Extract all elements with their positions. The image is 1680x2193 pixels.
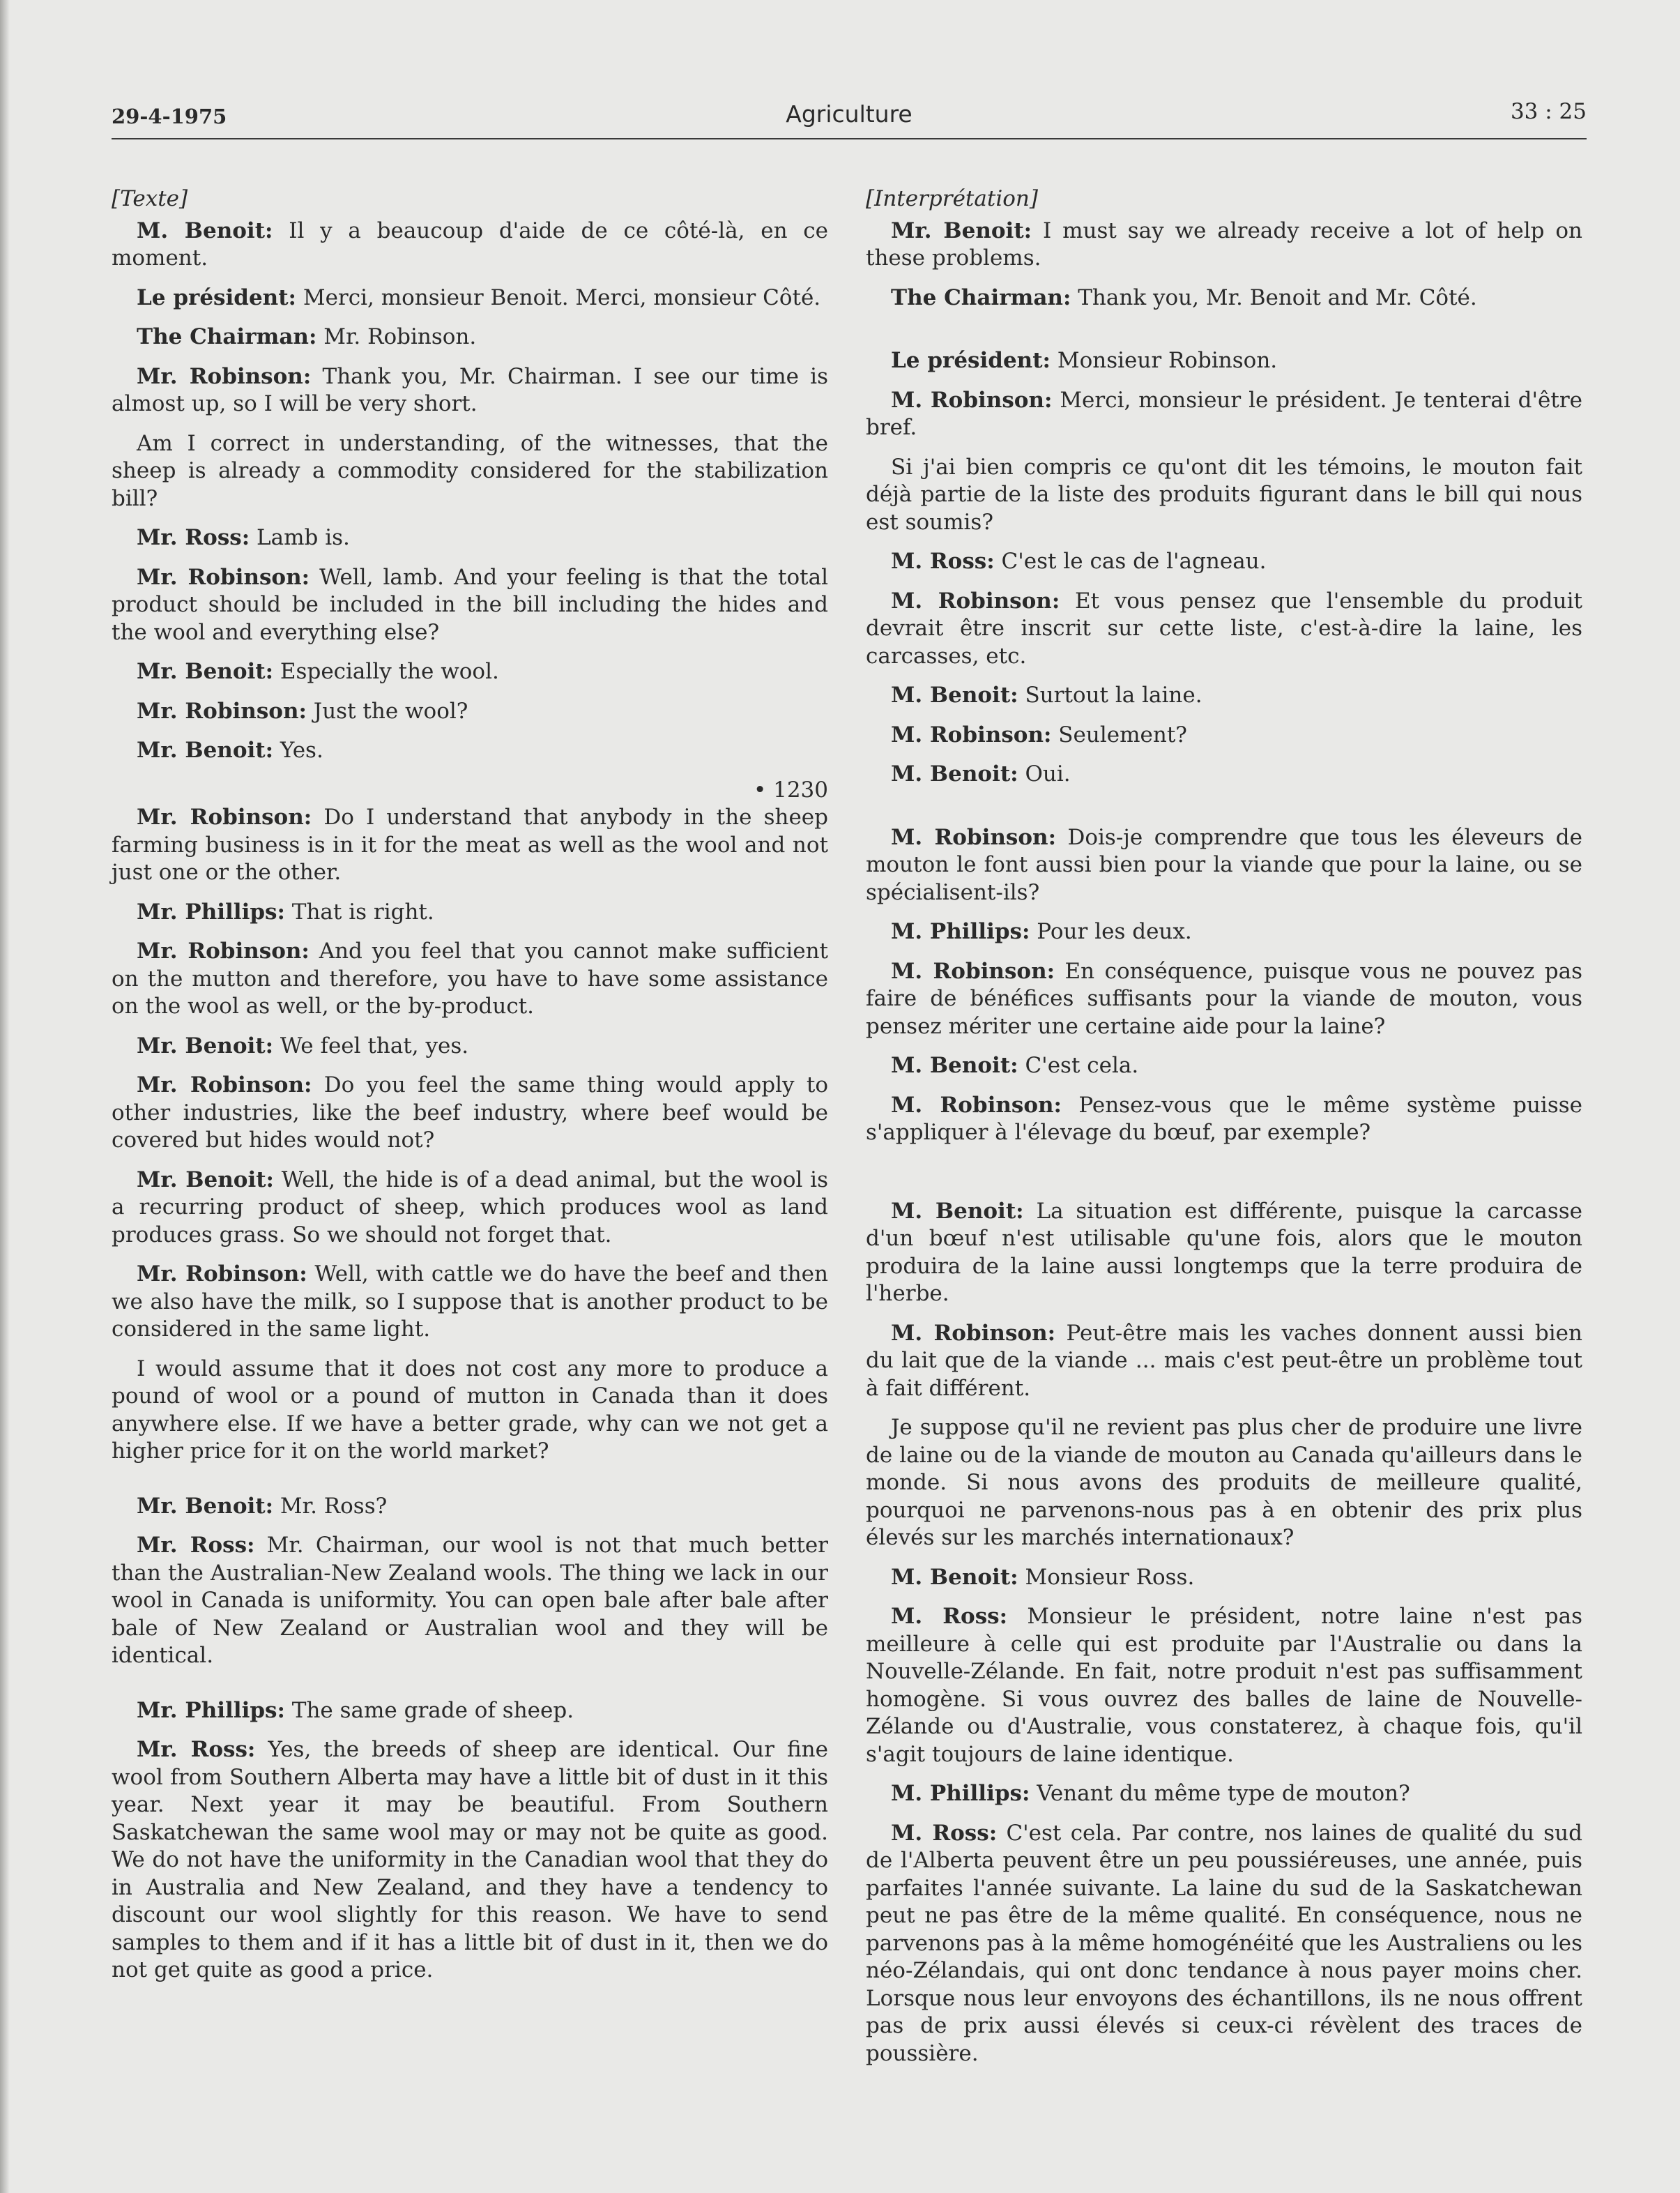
speech-text: That is right. (284, 899, 434, 925)
paragraph (866, 722, 1582, 750)
speech-text: Pour les deux. (1030, 919, 1192, 944)
speech-text: Mr. Robinson. (316, 324, 477, 349)
speech-text: Well, with cattle we do have the beef and then we also have the milk, so I suppose that is another product to be considered in the same light. (112, 1261, 828, 1342)
spacer (112, 1682, 828, 1697)
paragraph (112, 284, 828, 312)
paragraph (866, 1780, 1582, 1808)
speech-text: Mr. Ross? (273, 1493, 388, 1519)
speech-text: Il y a beaucoup d'aide de ce côté-là, en ce moment. (112, 218, 828, 271)
paragraph (866, 1198, 1582, 1308)
speech-text: Pensez-vous que le même système puisse s'appliquer à l'élevage du bœuf, par exemple? (866, 1092, 1582, 1145)
speech-text: Je suppose qu'il ne revient pas plus cher de produire une livre de laine ou de la viande de mouton au Canada qu'ailleurs dans le monde. Si nous avons des produits de meilleure qualité, pourquoi ne parvenons-nous pas à en obtenir des prix plus élevés sur les marchés internationaux? (866, 1415, 1582, 1550)
speech-text: Yes. (273, 738, 323, 763)
paragraph (112, 1532, 828, 1670)
speech-text: C'est cela. (1018, 1053, 1139, 1078)
speaker: M. Phillips: (891, 1781, 1030, 1806)
speech-text: The same grade of sheep. (284, 1697, 574, 1723)
speaker: Mr. Ross: (137, 525, 250, 550)
paragraph (112, 363, 828, 418)
speaker: Mr. Ross: (137, 1737, 256, 1762)
paragraph (112, 564, 828, 647)
speaker: Mr. Ross: (137, 1533, 255, 1558)
paragraph (866, 682, 1582, 710)
speech-text: Merci, monsieur Benoit. Merci, monsieur Côté. (296, 284, 821, 310)
paragraph (112, 324, 828, 351)
speaker: Mr. Phillips: (137, 1697, 285, 1723)
speaker: M. Benoit: (137, 218, 273, 243)
speaker: Le président: (137, 284, 296, 310)
paragraph (866, 1092, 1582, 1147)
speech-text: La situation est différente, puisque la carcasse d'un bœuf n'est utilisable qu'une fois, alors que le mouton produira de la laine aussi longtemps que la terre produira de l'herbe. (866, 1198, 1582, 1306)
paragraph (866, 1820, 1582, 2068)
speech-text: Dois-je comprendre que tous les éleveurs de mouton le font aussi bien pour la viande que pour la laine, ou se spécialisent-ils? (866, 824, 1582, 905)
speaker: M. Robinson: (891, 588, 1060, 614)
left-column-english (112, 185, 828, 1996)
paragraph (112, 1033, 828, 1061)
speaker: Mr. Phillips: (137, 899, 285, 925)
speaker: Mr. Benoit: (137, 659, 274, 684)
spacer (112, 1478, 828, 1493)
section-label: [Texte] (112, 186, 188, 211)
paragraph (112, 1261, 828, 1344)
speaker: M. Benoit: (891, 1198, 1024, 1224)
speaker: M. Benoit: (891, 1564, 1018, 1590)
speech-text: Monsieur le président, notre laine n'est pas meilleure à celle qui est produite par l'Australie ou dans la Nouvelle-Zélande. En fait, notre produit n'est pas suffisamment homogène. Si vous ouvrez des balles de laine de Nouvelle-Zélande ou d'Australie, vous constaterez, à chaque fois, qu'il s'agit toujours de laine identique. (866, 1604, 1582, 1767)
speech-text: I would assume that it does not cost any more to produce a pound of wool or a pound of mutton in Canada than it does anywhere else. If we have a better grade, why can we not get a higher price for it on the world market? (112, 1356, 828, 1464)
speech-text: Especially the wool. (273, 659, 499, 684)
speaker: Mr. Robinson: (137, 1261, 307, 1287)
speaker: M. Ross: (891, 1820, 998, 1846)
speech-text: Yes, the breeds of sheep are identical. Our fine wool from Southern Alberta may have a little bit of dust in it this year. Next year it may be beautiful. From Southern Saskatchewan the same wool may or may not be quite as good. We do not have the uniformity in the Canadian wool that they do in Australia and New Zealand, and they have a tendency to discount our wool slightly for this reason. We have to send samples to them and if it has a little bit of dust in it, then we do not get quite as good a price. (112, 1737, 828, 1982)
speaker: M. Robinson: (891, 958, 1055, 984)
speech-text: Et vous pensez que l'ensemble du produit devrait être inscrit sur cette liste, c'est-à-dire la laine, les carcasses, etc. (866, 588, 1582, 669)
paragraph (112, 658, 828, 686)
speech-text: Surtout la laine. (1018, 683, 1202, 708)
paragraph (866, 1320, 1582, 1403)
speaker: Mr. Robinson: (137, 564, 310, 590)
speech-text: And you feel that you cannot make sufficient on the mutton and therefore, you have to have some assistance on the wool as well, or the by-product. (112, 939, 829, 1019)
speech-text: Thank you, Mr. Chairman. I see our time is almost up, so I will be very short. (112, 363, 828, 416)
paragraph (112, 938, 828, 1021)
speaker: M. Robinson: (891, 1320, 1056, 1346)
speech-text: En conséquence, puisque vous ne pouvez pas faire de bénéfices suffisants pour la viande de mouton, vous pensez mériter une certaine aide pour la laine? (866, 958, 1582, 1039)
paragraph (866, 387, 1582, 442)
speaker: Mr. Benoit: (137, 1033, 274, 1058)
speaker: Mr. Benoit: (137, 738, 274, 763)
speaker: M. Ross: (891, 1604, 1008, 1629)
paragraph (866, 454, 1582, 537)
speech-text: C'est cela. Par contre, nos laines de qualité du sud de l'Alberta peuvent être un peu poussiéreuses, une année, puis parfaites l'année suivante. La laine du sud de la Saskatchewan peut ne pas être de la même qualité. En conséquence, nous ne parvenons pas à la même homogénéité que les Australiens ou les néo-Zélandais, qui ont donc tendance à nous payer moins cher. Lorsque nous leur envoyons des échantillons, ils ne nous offrent pas de prix aussi élevés si ceux-ci révèlent des traces de poussière. (866, 1820, 1582, 2066)
speaker: M. Robinson: (891, 824, 1057, 850)
speech-text: C'est le cas de l'agneau. (994, 549, 1267, 574)
speaker: Le président: (891, 348, 1051, 373)
paragraph (112, 804, 828, 887)
section-label: [Interprétation] (866, 186, 1038, 211)
header-title: Agriculture (786, 100, 912, 128)
speaker: Mr. Robinson: (137, 698, 307, 724)
paragraph (866, 588, 1582, 671)
speech-text: Si j'ai bien compris ce qu'ont dit les témoins, le mouton fait déjà partie de la liste des produits figurant dans le bill qui nous est soumis? (866, 454, 1582, 535)
paragraph (112, 218, 828, 273)
speech-text: Seulement? (1051, 722, 1187, 748)
paragraph (112, 430, 828, 513)
paragraph (112, 737, 828, 765)
paragraph (866, 761, 1582, 789)
paragraph (112, 698, 828, 726)
speech-text: Just the wool? (306, 698, 468, 724)
paragraph (112, 1697, 828, 1725)
speaker: The Chairman: (891, 284, 1071, 310)
spacer (866, 800, 1582, 824)
speaker: M. Benoit: (891, 761, 1018, 787)
speech-text: Do I understand that anybody in the sheep farming business is in it for the meat as well as the wool and not just one or the other. (112, 805, 828, 885)
spacer (866, 324, 1582, 347)
speaker: Mr. Robinson: (137, 1072, 312, 1098)
time-mark: • 1230 (753, 777, 828, 803)
speech-text: Merci, monsieur le président. Je tenterai d'être bref. (866, 387, 1582, 440)
paragraph (866, 1052, 1582, 1080)
paragraph (112, 899, 828, 927)
paragraph (112, 1493, 828, 1521)
page-header (112, 96, 1587, 139)
paragraph (866, 1414, 1582, 1552)
paragraph (866, 958, 1582, 1041)
speech-text: Lamb is. (250, 525, 350, 550)
speech-text: Venant du même type de mouton? (1030, 1781, 1410, 1806)
speaker: M. Ross: (891, 549, 995, 574)
paragraph (112, 1167, 828, 1250)
speaker: Mr. Robinson: (137, 805, 312, 830)
speech-text: Monsieur Robinson. (1050, 348, 1278, 373)
header-page-number: 33 : 25 (1510, 99, 1587, 124)
paragraph (112, 1736, 828, 1985)
speaker: M. Robinson: (891, 722, 1052, 748)
right-column-french (866, 185, 1582, 2079)
speech-text: Oui. (1018, 761, 1071, 787)
paragraph (866, 218, 1582, 273)
spacer (866, 1159, 1582, 1198)
speech-text: Monsieur Ross. (1018, 1564, 1195, 1590)
speaker: The Chairman: (137, 324, 317, 349)
paragraph (112, 1072, 828, 1155)
paragraph (866, 548, 1582, 576)
paragraph (866, 1603, 1582, 1768)
speaker: Mr. Robinson: (137, 363, 312, 389)
speech-text: Am I correct in understanding, of the witnesses, that the sheep is already a commodity considered for the stabilization bill? (112, 430, 828, 511)
speaker: M. Benoit: (891, 683, 1018, 708)
speech-text: Thank you, Mr. Benoit and Mr. Côté. (1071, 284, 1477, 310)
speech-text: I must say we already receive a lot of help on these problems. (866, 218, 1582, 271)
speech-text: We feel that, yes. (273, 1033, 469, 1058)
speaker: Mr. Benoit: (137, 1493, 274, 1519)
speech-text: Peut-être mais les vaches donnent aussi bien du lait que de la viande ... mais c'est peut-être un problème tout à fait différent. (866, 1320, 1582, 1401)
paragraph (866, 284, 1582, 312)
page-edge-shadow (0, 0, 10, 2193)
paragraph (112, 1356, 828, 1466)
speaker: Mr. Benoit: (137, 1167, 274, 1192)
paragraph (112, 524, 828, 552)
speaker: M. Phillips: (891, 919, 1030, 944)
paragraph (866, 824, 1582, 907)
speech-text: Mr. Chairman, our wool is not that much better than the Australian-New Zealand wools. The thing we lack in our wool in Canada is uniformity. You can open bale after bale after bale of New Zealand or Australian wool and they will be identical. (112, 1533, 828, 1668)
speech-text: Well, the hide is of a dead animal, but the wool is a recurring product of sheep, which produces wool as land produces grass. So we should not forget that. (112, 1167, 828, 1247)
paragraph (866, 347, 1582, 375)
speech-text: Do you feel the same thing would apply to other industries, like the beef industry, where beef would be covered but hides would not? (112, 1072, 828, 1153)
header-date: 29-4-1975 (112, 105, 227, 128)
speaker: Mr. Benoit: (891, 218, 1032, 243)
paragraph (866, 1564, 1582, 1592)
paragraph (866, 918, 1582, 946)
speaker: M. Robinson: (891, 387, 1053, 413)
speaker: Mr. Robinson: (137, 939, 310, 964)
speaker: M. Benoit: (891, 1053, 1018, 1078)
speaker: M. Robinson: (891, 1092, 1062, 1118)
speech-text: Well, lamb. And your feeling is that the total product should be included in the bill including the hides and the wool and everything else? (112, 564, 828, 645)
